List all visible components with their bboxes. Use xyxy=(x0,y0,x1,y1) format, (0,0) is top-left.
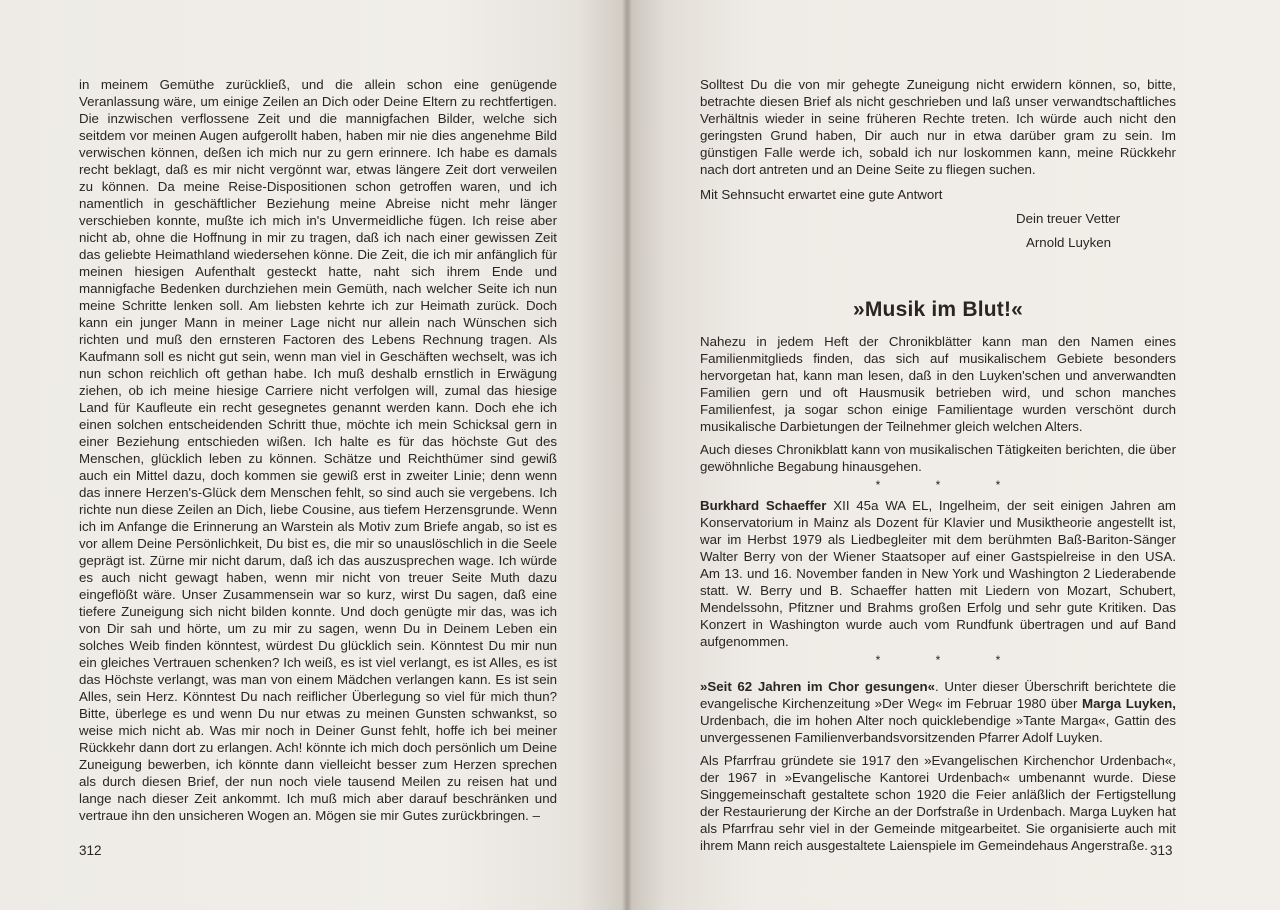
schaeffer-text: XII 45a WA EL, Ingelheim, der seit einigen Jahren am Konservatorium in Mainz als Dozent für Klavier und Musiktheorie angestellt ist, war im Herbst 1979 als Liedbegleiter mit dem berühmten Baß-Bariton-Sänger Walter Berry von der Wiener Staatsoper auf einer Gastspielreise in den USA. Am 13. und 16. November fanden in New York und Washington 2 Liederabende statt. W. Berry und B. Schaeffer hatten mit Liedern von Mozart, Schubert, Mendelssohn, Pfitzner und Brahms großen Erfolg und sehr gute Kritiken. Das Konzert in Washington wurde auch vom Rundfunk übertragen und auf Band aufgenommen. xyxy=(700,498,1177,649)
intro-paragraph-1: Nahezu in jedem Heft der Chronikblätter kann man den Namen eines Familienmitglieds finden, das sich auf musikalischem Gebiete besonders hervorgetan hat, kann man lesen, daß in den Luyken'schen und anverwandten Familien gern und oft Hausmusik betrieben wird, und schon manches Familienfest, ja sogar schon einige Familientage wurden verschönt durch musikalische Darbietungen der Teilnehmer gleich welchen Alters. xyxy=(700,334,1176,434)
separator-stars-1: * * * xyxy=(875,478,1027,492)
section-heading: »Musik im Blut!« xyxy=(852,298,1024,321)
page-number-left: 312 xyxy=(79,843,102,858)
chor-text-a: . Unter dieser Überschrift berichtete die evangelische Kirchenzeitung »Der Weg« im Februar 1980 über xyxy=(700,679,1176,711)
book-gutter xyxy=(622,0,632,910)
chor-title: »Seit 62 Jahren im Chor gesungen« xyxy=(700,679,936,694)
schaeffer-name: Burkhard Schaeffer xyxy=(700,498,827,513)
page-number-right: 313 xyxy=(1150,843,1173,858)
letter-body-left xyxy=(79,76,557,824)
separator-stars-2: * * * xyxy=(875,653,1027,667)
last-paragraph: Als Pfarrfrau gründete sie 1917 den »Evangelischen Kirchenchor Urdenbach«, der 1967 in »Evangelische Kantorei Urdenbach« umbenannt wurde. Diese Singgemeinschaft gestaltete schon 1920 die Feier anläßlich der Fertigstellung der Restaurierung der Kirche an der Dorfstraße in Urdenbach. Marga Luyken hat als Pfarrfrau sehr viel in der Gemeinde mitgearbeitet. Sie organisierte auch mit ihrem Mann reich ausgestaltete Laienspiele im Gemeindehaus Angerstraße. xyxy=(700,753,1176,853)
chor-name: Marga Luyken, xyxy=(1082,696,1176,711)
chor-paragraph xyxy=(700,678,1176,746)
intro-paragraph-2: Auch dieses Chronikblatt kann von musikalischen Tätigkeiten berichten, die über gewöhnliche Begabung hinausgehen. xyxy=(700,442,1176,474)
signature-line-1: Dein treuer Vetter xyxy=(1016,211,1121,226)
letter-paragraph: in meinem Gemüthe zurückließ, und die allein schon eine genügende Veranlassung wäre, um einige Zeilen an Dich oder Deine Eltern zu rechtfertigen. Die inzwischen verflossene Zeit und die mannigfachen Bilder, welche sich seitdem vor meinen Augen aufgerollt haben, haben mir nie dies angenehme Bild verwischen können, deßen ich mich nur zu gern erinnere. Ich habe es damals recht beklagt, daß es mir nicht vergönnt war, etwas längere Zeit dort verweilen zu können. Da meine Reise-Dispositionen schon getroffen waren, und ich namentlich in geschäftlicher Beziehung meine Abreise nicht mehr länger verschieben konnte, mußte ich mich in's Unvermeidliche fügen. Ich reise aber nicht ab, ohne die Hoffnung in mir zu tragen, daß ich nach einer gewissen Zeit das geliebte Heimathland wiedersehen könne. Die Zeit, die ich mir anfänglich für meinen hiesigen Aufenthalt gesteckt hatte, naht sich ihrem Ende und mannigfache Bedenken durchziehen mein Gemüth, nach welcher Seite ich nun meine Schritte lenken soll. Am liebsten kehrte ich zur Heimath zurück. Doch kann ein junger Mann in meiner Lage nicht nur allein nach Wünschen sich richten und muß den ernsteren Factoren des Lebens Rechnung tragen. Als Kaufmann soll es nicht gut sein, wenn man viel in Geschäften wechselt, was ich nun schon reichlich oft gethan habe. Ich muß deshalb ernstlich in Erwägung ziehen, ob ich meine hiesige Carriere nicht verfolgen will, zumal das hiesige Land für Kaufleute ein recht gesegnetes genannt werden kann. Doch ehe ich einen solchen entscheidenden Schritt thue, möchte ich mein Schicksal gern in einer Beziehung entschieden wißen. Ich halte es für das höchste Gut des Menschen, glücklich leben zu können. Schätze und Reichthümer sind gewiß auch ein Mittel dazu, doch kommen sie gewiß erst in zweiter Linie; denn wenn das innere Herzen's-Glück dem Menschen fehlt, so sind auch sie vergebens. Ich richte nun diese Zeilen an Dich, liebe Cousine, aus tiefem Herzensgrunde. Wenn ich im Anfange die Erinnerung an Warstein als Motiv zum Briefe angab, so ist es vor allem Deine Persönlichkeit, Du bist es, die mir so unauslöschlich in die Seele geprägt ist. Zürne mir nicht darum, daß ich das auszusprechen wage. Ich würde es auch nicht gewagt haben, wenn mir nicht von treuer Seite Muth dazu eingeflößt wäre. Unser Zusammensein war so kurz, wirst Du sagen, daß eine tiefere Zuneigung sich nicht bilden konnte. Und doch genügte mir das, was ich von Dir sah und hörte, um zu mir zu sagen, wenn Du in Deinem Leben ein solches Weib finden könntest, würdest Du glücklich sein. Könntest Du mir nun ein gleiches Vertrauen schenken? Ich weiß, es ist viel verlangt, es ist Alles, es ist das Höchste verlangt, was man von einem Mädchen verlangen kann. Es ist sein Alles, sein Herz. Könntest Du nach reiflicher Überlegung so viel für mich thun? Bitte, überlege es und wenn Du nur etwas zu meinen Gunsten schwankst, so weise mich nicht ab. Was mir noch in Deiner Gunst fehlt, hoffe ich bei meiner Rückkehr dann dort zu erlangen. Ach! könnte ich mich doch persönlich um Deine Zuneigung bewerben, ich könnte dann vielleicht besser zum Herzen sprechen als durch diesen Brief, der nun noch viele tausend Meilen zu reisen hat und lange nach dieser Zeit ankommt. Ich muß mich aber darauf beschränken und vertraue ihn den unsicheren Wogen an. Mögen sie mir Gutes zurückbringen. – xyxy=(79,77,557,823)
schaeffer-paragraph xyxy=(700,497,1176,650)
signature-name: Arnold Luyken xyxy=(1026,235,1112,250)
chor-text-b: Urdenbach, die im hohen Alter noch quicklebendige »Tante Marga«, Gattin des unvergessenen Familienverbandsvorsitzenden Pfarrer Adolf Luyken. xyxy=(700,713,1176,745)
letter-paragraph-end: Solltest Du die von mir gehegte Zuneigung nicht erwidern können, so, bitte, betrachte diesen Brief als nicht geschrieben und laß unser verwandtschaftliches Verhältnis wieder in seine früheren Rechte treten. Ich würde auch nicht den geringsten Grund haben, Dir auch nur in etwa darüber gram zu sein. Im günstigen Falle werde ich, sobald ich nur loskommen kann, meine Rückkehr nach dort antreten und an Deine Seite zu fliegen suchen. xyxy=(700,77,1176,177)
right-column xyxy=(700,76,1176,854)
letter-closing: Mit Sehnsucht erwartet eine gute Antwort xyxy=(700,187,943,202)
